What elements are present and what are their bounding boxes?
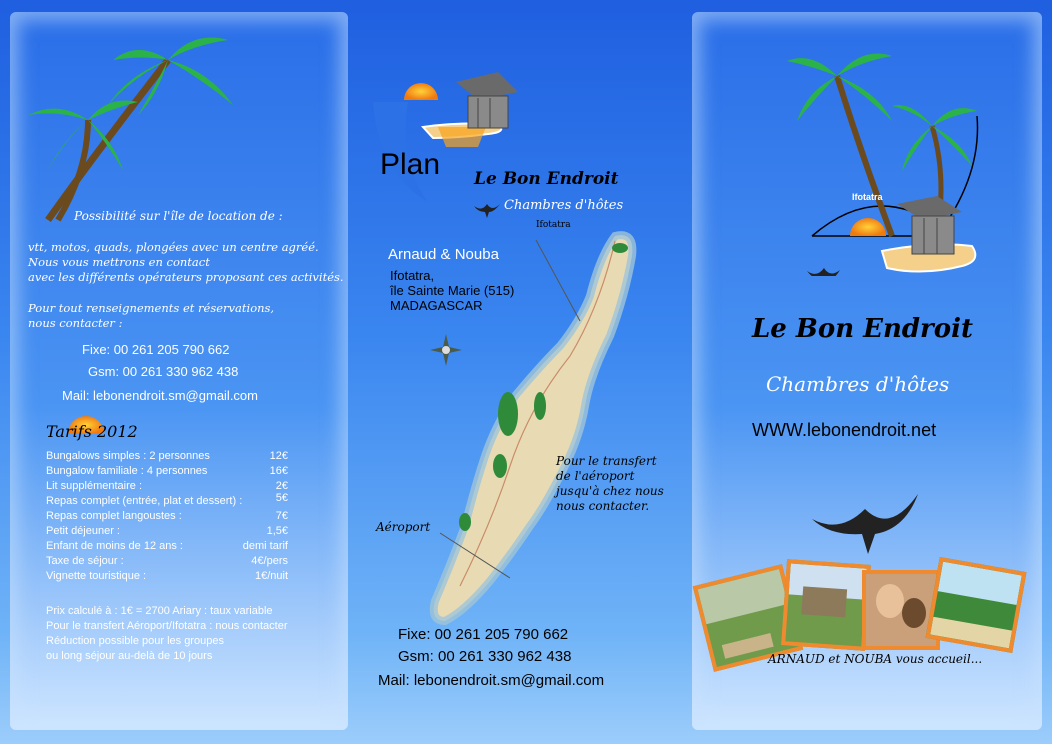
tarifs-title: Tarifs 2012: [46, 422, 138, 441]
tarif-value: 1,5€: [266, 525, 288, 537]
airport-label: Aéroport: [376, 520, 431, 534]
transfer-line: de l'aéroport: [556, 469, 635, 483]
address-line: MADAGASCAR: [390, 298, 483, 313]
tarif-row: [46, 540, 306, 552]
intro-text: [28, 240, 344, 285]
tarif-label: Petit déjeuner :: [46, 525, 120, 537]
contact-intro: [28, 301, 274, 331]
tarif-row: [46, 570, 306, 582]
tarif-row: [46, 510, 306, 522]
left-panel: [10, 12, 348, 730]
owners-name: Arnaud & Nouba: [388, 246, 499, 263]
logo-label: Ifotatra: [852, 192, 883, 202]
tarif-label: Enfant de moins de 12 ans :: [46, 540, 183, 552]
email-link[interactable]: Mail: lebonendroit.sm@gmail.com: [62, 388, 258, 403]
tarif-notes: [46, 604, 288, 664]
transfer-line: Pour le transfert: [556, 454, 657, 468]
middle-panel: [358, 12, 688, 730]
plan-title: Plan: [380, 148, 441, 181]
tarif-value: 1€/nuit: [254, 570, 288, 582]
website-link[interactable]: WWW.lebonendroit.net: [752, 420, 937, 440]
tarif-row: [46, 555, 306, 567]
site-subtitle: Chambres d'hôtes: [766, 372, 950, 396]
transfer-line: nous contacter.: [556, 499, 650, 513]
whale-tail-icon: [810, 484, 920, 554]
intro-title: Possibilité sur l'île de location de :: [74, 209, 283, 223]
palm-trees-illustration: [18, 30, 248, 225]
tarif-row: [46, 525, 306, 537]
transfer-line: jusqu'à chez nous: [556, 484, 664, 498]
note-line: Pour le transfert Aéroport/Ifotatra : nous contacter: [46, 620, 288, 632]
intro-line: Nous vous mettrons en contact: [28, 255, 210, 269]
fixe-phone: Fixe: 00 261 205 790 662: [82, 342, 230, 357]
tarif-row: [46, 450, 306, 462]
tarif-label: Repas complet langoustes :: [46, 510, 182, 522]
intro-line: vtt, motos, quads, plongées avec un centre agréé.: [28, 240, 319, 254]
photo-bungalow: [781, 559, 871, 651]
contact-sub: nous contacter :: [28, 316, 123, 330]
note-line: ou long séjour au-delà de 10 jours: [46, 650, 213, 662]
brand-subtitle: Chambres d'hôtes: [504, 198, 624, 213]
bay-hut-illustration: [368, 72, 528, 212]
tarif-value: 12€: [269, 450, 288, 462]
tarifs-table: [46, 450, 306, 590]
tarif-value: 5€: [275, 492, 288, 504]
tarif-value: demi tarif: [242, 540, 288, 552]
logo-illustration: [782, 36, 992, 276]
tarif-label: Lit supplémentaire :: [46, 480, 142, 492]
address-line: île Sainte Marie (515): [390, 283, 515, 298]
gsm-phone: Gsm: 00 261 330 962 438: [398, 648, 572, 665]
tarif-value: 7€: [275, 510, 288, 522]
whale-tail-icon: [472, 198, 502, 218]
tarif-label: Bungalow familiale : 4 personnes: [46, 465, 208, 477]
note-line: Réduction possible pour les groupes: [46, 635, 224, 647]
ifotatra-label: Ifotatra: [536, 220, 571, 230]
island-map: [420, 226, 650, 630]
email-link[interactable]: Mail: lebonendroit.sm@gmail.com: [378, 672, 605, 689]
tarif-value: 2€: [275, 480, 288, 492]
gsm-phone: Gsm: 00 261 330 962 438: [88, 364, 239, 379]
photo-beach: [926, 557, 1027, 653]
site-title: Le Bon Endroit: [752, 314, 973, 344]
intro-line: avec les différents opérateurs proposant ces activités.: [28, 270, 344, 284]
address-line: Ifotatra,: [390, 268, 435, 283]
right-panel: [692, 12, 1042, 730]
note-line: Prix calculé à : 1€ = 2700 Ariary : taux variable: [46, 605, 273, 617]
brand-name: Le Bon Endroit: [474, 169, 619, 189]
tarif-label: Vignette touristique :: [46, 570, 147, 582]
transfer-note: [556, 454, 664, 514]
tarif-label: Bungalows simples : 2 personnes: [46, 450, 210, 462]
photo-caption: ARNAUD et NOUBA vous accueil...: [768, 652, 983, 666]
tarif-row: [46, 492, 306, 507]
contact-title: Pour tout renseignements et réservations,: [28, 301, 275, 315]
tarif-row: [46, 480, 306, 492]
tarif-label: Taxe de séjour :: [46, 555, 124, 567]
tarif-label: Repas complet (entrée, plat et dessert) :: [46, 495, 243, 507]
tarif-value: 4€/pers: [251, 555, 288, 567]
fixe-phone: Fixe: 00 261 205 790 662: [398, 626, 569, 643]
tarif-row: [46, 465, 306, 477]
tarif-value: 16€: [269, 465, 288, 477]
